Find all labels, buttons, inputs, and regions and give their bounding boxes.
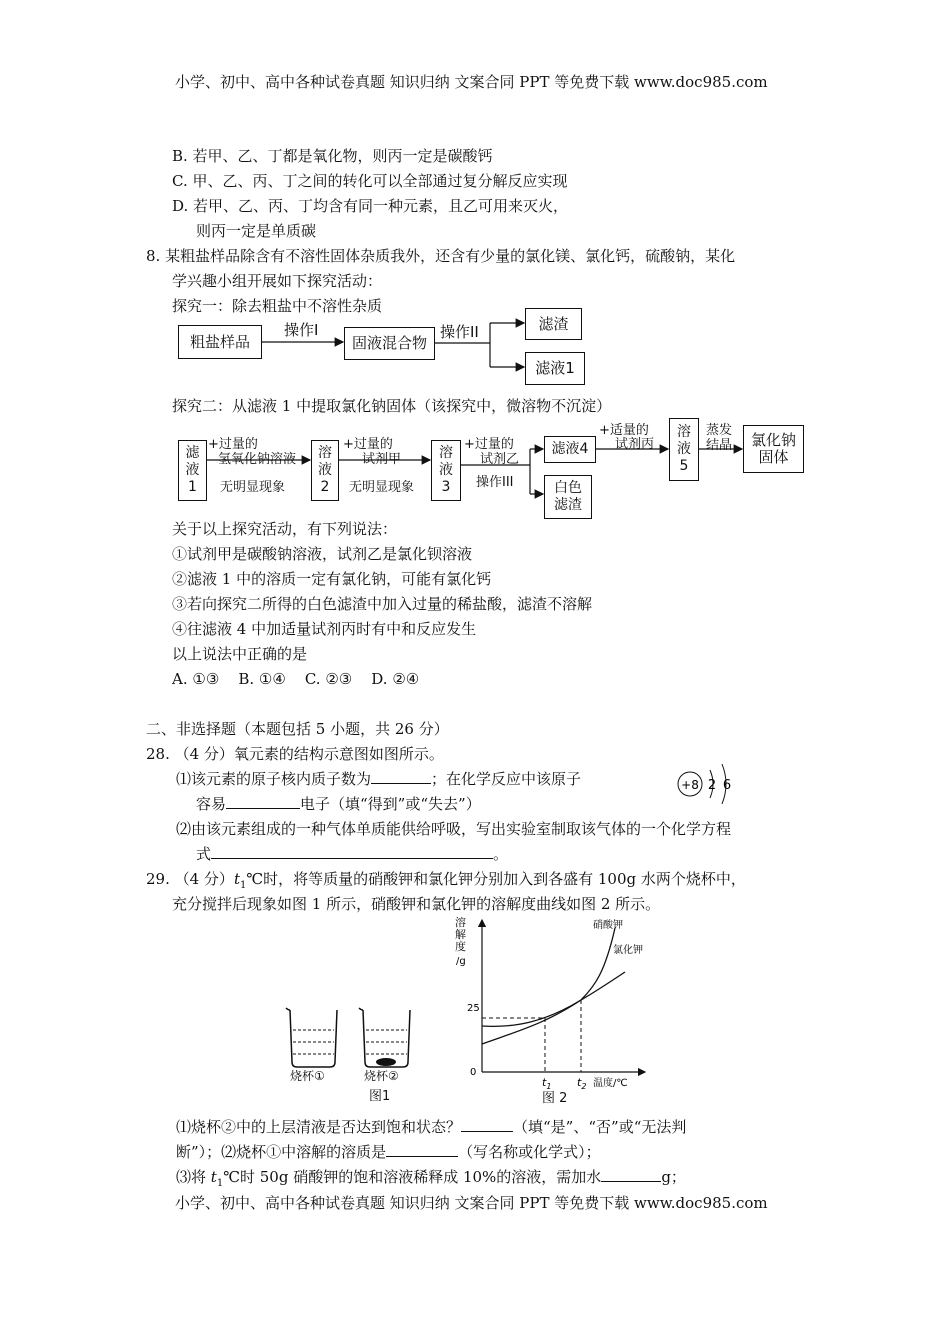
q29-line1-pre: 29. （4 分） [146,870,234,888]
flow2-evaporate-l1: 蒸发 [706,423,733,438]
q8-stem-cont: 学兴趣小组开展如下探究活动： [172,272,383,290]
x-tick-t1: $t_1$ [542,1076,552,1091]
q29-part1-text-b: （填“是”、“否”或“无法判 [513,1118,687,1136]
flow2-nacl-l2: 固体 [758,448,789,466]
atom-nucleus-label: +8 [681,778,699,792]
q29-part3-text-b: ℃时 50g 硝酸钾的饱和溶液稀释成 10%的溶液，需加水 [223,1168,602,1186]
flow2-filtrate4-box: 滤液4 [544,436,596,463]
beaker-2 [359,1008,410,1067]
q28-part1 [176,769,581,789]
flow2-reagent2-line1: +过量的 [343,437,393,452]
figure-1-beakers [280,1000,420,1100]
flow1-residue-box: 滤渣 [525,308,582,340]
explore-two-title: 探究二：从滤液 1 中提取氯化钠固体（该探究中，微溶物不沉淀） [172,397,612,415]
q28-title: 28. （4 分）氧元素的结构示意图如图所示。 [146,745,444,763]
q28-part1-cont [196,794,481,814]
flow2-reagent1-line2: 氢氧化钠溶液 [218,452,297,467]
q8-ask: 以上说法中正确的是 [172,645,308,663]
flow2-reagent1-line1: +过量的 [208,437,258,452]
flow2-solution5-c3: 5 [679,458,689,474]
atom-shell2-label: 6 [722,778,732,793]
q8-about: 关于以上探究活动，有下列说法： [172,520,398,538]
kno3-legend: 硝酸钾 [593,920,623,931]
flow1-op2-label: 操作II [440,323,479,341]
q29-part3-text-a: ⑶将 [176,1168,211,1186]
q8-statement-3: ③若向探究二所得的白色滤渣中加入过量的稀盐酸，滤渣不溶解 [172,595,593,613]
flow2-op3-label: 操作III [476,475,514,490]
q28-part2-text-b: 式 [196,845,212,863]
flow2-solution2-c2: 液 [318,462,332,478]
q28-part2: ⑵由该元素组成的一种气体单质能供给呼吸，写出实验室制取该气体的一个化学方程 [176,820,732,838]
flow2-solution3-box [431,440,461,501]
flow2-solution3-c3: 3 [441,479,451,495]
beaker-1-label: 烧杯① [290,1069,325,1083]
q28-equation-blank[interactable] [211,844,493,859]
q29-part1-text-a: ⑴烧杯②中的上层清液是否达到饱和状态？ [176,1118,462,1136]
q28-electron-blank[interactable] [226,794,300,809]
y-label-1: 溶 [455,916,466,929]
q29-t-sub: 1 [239,880,247,891]
q29-part3 [176,1167,686,1194]
flow2-filtrate1-box [178,440,207,501]
flow2-solution5-box [669,418,699,481]
flow1-sample-box: 粗盐样品 [178,325,262,359]
beaker-2-label: 烧杯② [364,1069,399,1083]
flow2-reagent3-line1: +过量的 [464,437,514,452]
section-two-title: 二、非选择题（本题包括 5 小题，共 26 分） [146,720,449,738]
oxygen-atom-diagram [670,760,740,808]
q28-part2-cont [196,844,508,864]
flow1-filtrate-box: 滤液1 [525,352,585,385]
flow2-filtrate1-c2: 液 [185,462,200,478]
figure-2-solubility-chart [445,912,665,1097]
q28-part1-text-c: 容易 [196,795,227,813]
q7-option-d-cont: 则丙一定是单质碳 [196,222,317,240]
x-tick-t2: $t_2$ [577,1076,587,1091]
q29-line1 [146,869,746,896]
flow2-note2: 无明显现象 [349,480,415,495]
figure-1-caption: 图1 [369,1089,391,1104]
x-axis-label: 温度/℃ [593,1078,628,1089]
flow2-note1: 无明显现象 [220,480,286,495]
flow2-filtrate1-c1: 滤 [185,445,200,461]
q8-statement-2: ②滤液 1 中的溶质一定有氯化钠，可能有氯化钙 [172,570,492,588]
q7-option-b: B. 若甲、乙、丁都是氧化物，则丙一定是碳酸钙 [172,147,493,165]
q28-part2-text-c: 。 [493,845,509,863]
kcl-legend: 氯化钾 [613,945,643,956]
flow1-mixture-box: 固液混合物 [344,327,435,360]
q28-part1-text-d: 电子（填“得到”或“失去”） [300,795,481,813]
q29-part2-text-d: （写名称或化学式）； [458,1143,601,1161]
flow2-solution2-c3: 2 [320,479,330,495]
flow2-evaporate-l2: 结晶 [706,438,733,453]
explore-one-title: 探究一：除去粗盐中不溶性杂质 [172,297,383,315]
flow2-solution5-c1: 溶 [677,424,691,440]
q29-part2-text-c: 断”）；⑵烧杯①中溶解的溶质是 [176,1143,387,1161]
beaker-1 [286,1008,337,1067]
flow2-solution2-c1: 溶 [318,445,332,461]
undissolved-solid [376,1058,396,1066]
y-label-4: /g [456,956,466,967]
flow2-reagent4-line2: 试剂丙 [615,437,655,452]
q8-statement-1: ①试剂甲是碳酸钠溶液，试剂乙是氯化钡溶液 [172,545,473,563]
flow2-reagent4-line1: +适量的 [599,423,649,438]
q29-saturation-blank[interactable] [461,1117,513,1132]
q29-line2: 充分搅拌后现象如图 1 所示，硝酸钾和氯化钾的溶解度曲线如图 2 所示。 [172,895,661,913]
flow2-nacl-box [743,425,804,473]
q8-statement-4: ④往滤液 4 中加适量试剂丙时有中和反应发生 [172,620,477,638]
q29-line1-post: ℃时，将等质量的硝酸钾和氯化钾分别加入到各盛有 100g 水两个烧杯中， [246,870,746,888]
q8-options: A. ①③ B. ①④ C. ②③ D. ②④ [172,670,420,688]
flow2-solution3-c2: 液 [439,462,453,478]
flow2-reagent2-line2: 试剂甲 [362,452,402,467]
q29-t-symbol: t [233,870,240,888]
flow2-reagent3-line2: 试剂乙 [480,452,520,467]
q29-part1 [176,1117,686,1137]
q28-proton-blank[interactable] [371,769,431,784]
flow1-op1-label: 操作I [284,321,319,339]
y-label-3: 度 [455,940,466,953]
q29-part3-text-c: g； [661,1168,686,1186]
flow2-solution2-box [311,440,339,501]
flow2-solution5-c2: 液 [677,441,691,457]
q29-solute-blank[interactable] [386,1142,458,1157]
q29-part3-t-symbol: t [210,1168,217,1186]
figure-2-caption: 图 2 [542,1091,568,1106]
q29-water-blank[interactable] [601,1167,661,1182]
q29-part2 [176,1142,601,1162]
page-footer: 小学、初中、高中各种试卷真题 知识归纳 文案合同 PPT 等免费下载 www.doc985.com [175,1194,768,1212]
y-tick-25: 25 [467,1003,480,1014]
q28-part1-text-b: ；在化学反应中该原子 [431,770,582,788]
q7-option-d: D. 若甲、乙、丙、丁均含有同一种元素，且乙可用来灭火， [172,197,569,215]
flow2-filtrate1-c3: 1 [188,479,197,495]
y-label-2: 解 [455,928,466,941]
flow2-white-residue-box [544,475,592,519]
y-tick-0: 0 [470,1067,477,1078]
flow2-white-residue-l1: 白色 [554,480,582,496]
page-header: 小学、初中、高中各种试卷真题 知识归纳 文案合同 PPT 等免费下载 www.doc985.com [175,73,768,91]
q8-stem: 8. 某粗盐样品除含有不溶性固体杂质我外，还含有少量的氯化镁、氯化钙，硫酸钠，某化 [146,247,736,265]
q7-option-c: C. 甲、乙、丙、丁之间的转化可以全部通过复分解反应实现 [172,172,568,190]
atom-shell1-label: 2 [707,778,717,793]
flow2-nacl-l1: 氯化钠 [750,431,796,449]
q29-part3-t-sub: 1 [216,1178,224,1189]
q28-part1-text-a: ⑴该元素的原子核内质子数为 [176,770,372,788]
flow2-white-residue-l2: 滤渣 [554,497,582,513]
flow2-solution3-c1: 溶 [439,445,453,461]
